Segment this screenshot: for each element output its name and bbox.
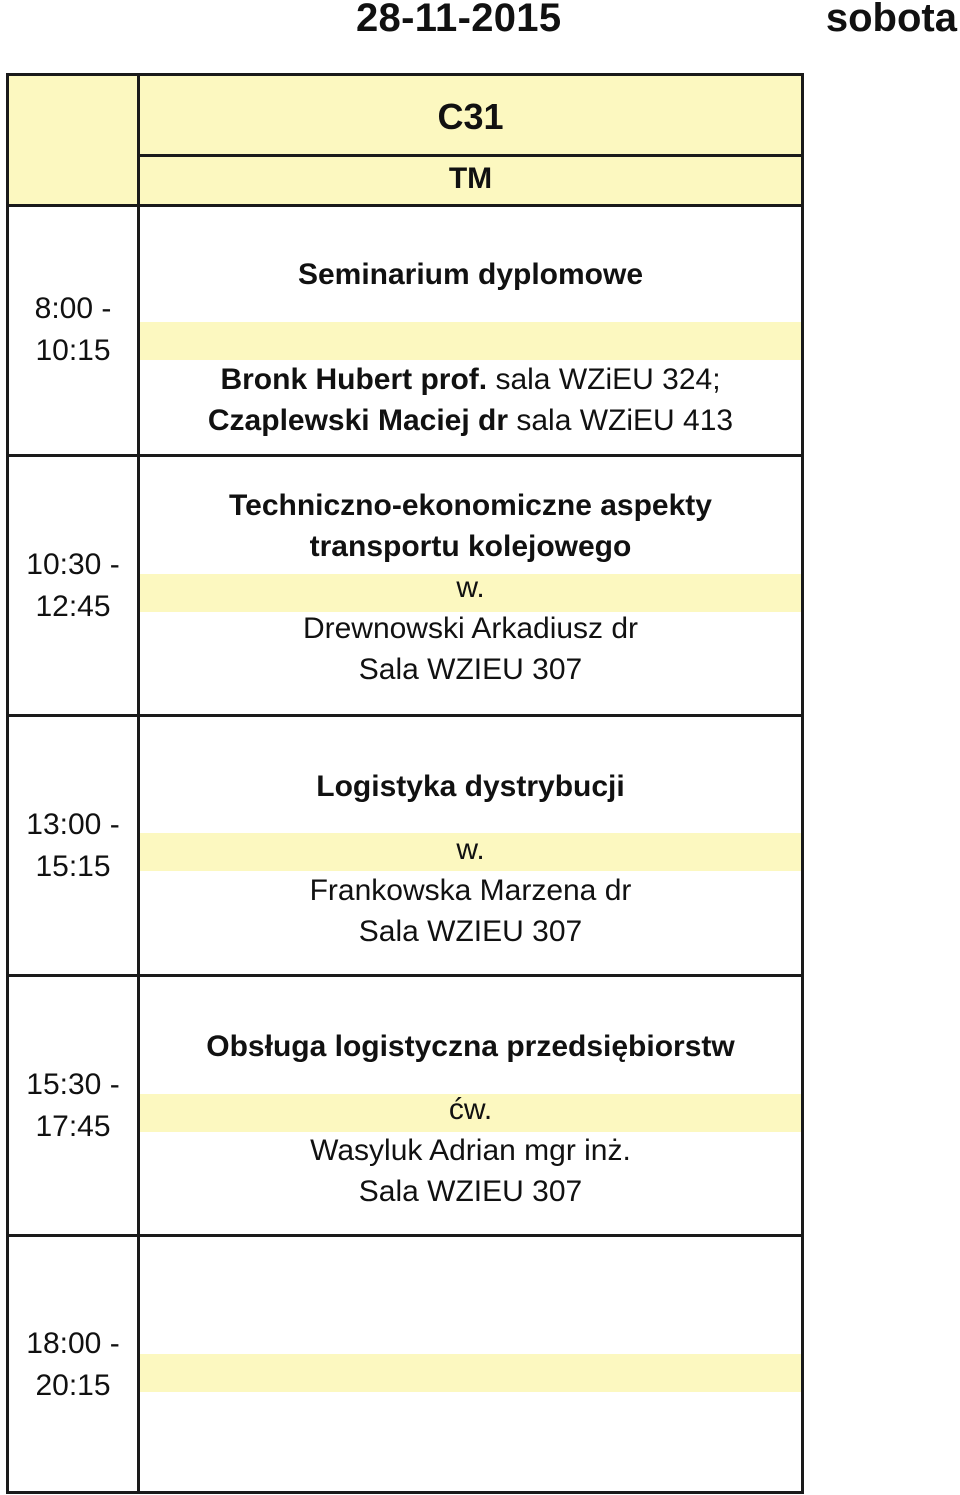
class-type: w.	[456, 571, 485, 604]
time-slot-4	[9, 1064, 137, 1148]
lecturer-name: Czaplewski Maciej dr	[207, 404, 509, 437]
subject-name: Obsługa logistyczna przedsiębiorstw	[206, 1030, 735, 1063]
lecturer-name: Bronk Hubert prof.	[220, 363, 488, 396]
subject-name: Techniczno-ekonomiczne aspekty	[229, 489, 712, 522]
time-start: 18:00 -	[26, 1327, 120, 1360]
room: Sala WZIEU 307	[358, 915, 583, 948]
room: sala WZiEU 324;	[487, 363, 721, 396]
row-divider-2	[6, 714, 804, 717]
lecturer-name: Drewnowski Arkadiusz dr	[302, 612, 639, 645]
row-divider-3	[6, 974, 804, 977]
class-entry-4	[140, 1026, 801, 1212]
time-start: 15:30 -	[26, 1068, 120, 1101]
time-end: 17:45	[35, 1110, 111, 1143]
schedule-weekday: sobota	[825, 0, 957, 40]
lecturer-name: Wasyluk Adrian mgr inż.	[310, 1134, 631, 1167]
class-entry-1	[140, 254, 801, 441]
class-entry-2	[140, 485, 801, 690]
lecturer-line-1	[140, 359, 801, 400]
subject-name-cont: transportu kolejowego	[309, 530, 632, 563]
time-start: 13:00 -	[26, 808, 120, 841]
schedule-date: 28-11-2015	[356, 0, 562, 40]
room: Sala WZIEU 307	[358, 1175, 583, 1208]
group-name: C31	[437, 96, 504, 137]
time-slot-5	[9, 1323, 137, 1407]
time-end: 12:45	[35, 590, 111, 623]
subject-name: Seminarium dyplomowe	[297, 258, 644, 291]
row-divider-0	[6, 204, 804, 207]
time-slot-2	[9, 544, 137, 628]
row-divider-4	[6, 1234, 804, 1237]
subject-name: Logistyka dystrybucji	[316, 770, 625, 803]
time-start: 10:30 -	[26, 548, 120, 581]
lecturer-name: Frankowska Marzena dr	[309, 874, 632, 907]
lecturer-line-2	[140, 400, 801, 441]
time-start: 8:00 -	[34, 292, 112, 325]
header-divider	[137, 154, 804, 157]
time-slot-3	[9, 804, 137, 888]
row-divider-1	[6, 454, 804, 457]
time-end: 20:15	[35, 1369, 111, 1402]
subgroup-name: TM	[448, 162, 493, 195]
room: sala WZiEU 413	[508, 404, 734, 437]
time-end: 15:15	[35, 850, 111, 883]
time-slot-1	[9, 288, 137, 372]
class-type: ćw.	[448, 1093, 493, 1126]
class-type: w.	[456, 833, 485, 866]
class-entry-3	[140, 766, 801, 952]
room: Sala WZIEU 307	[358, 653, 583, 686]
time-end: 10:15	[35, 334, 111, 367]
